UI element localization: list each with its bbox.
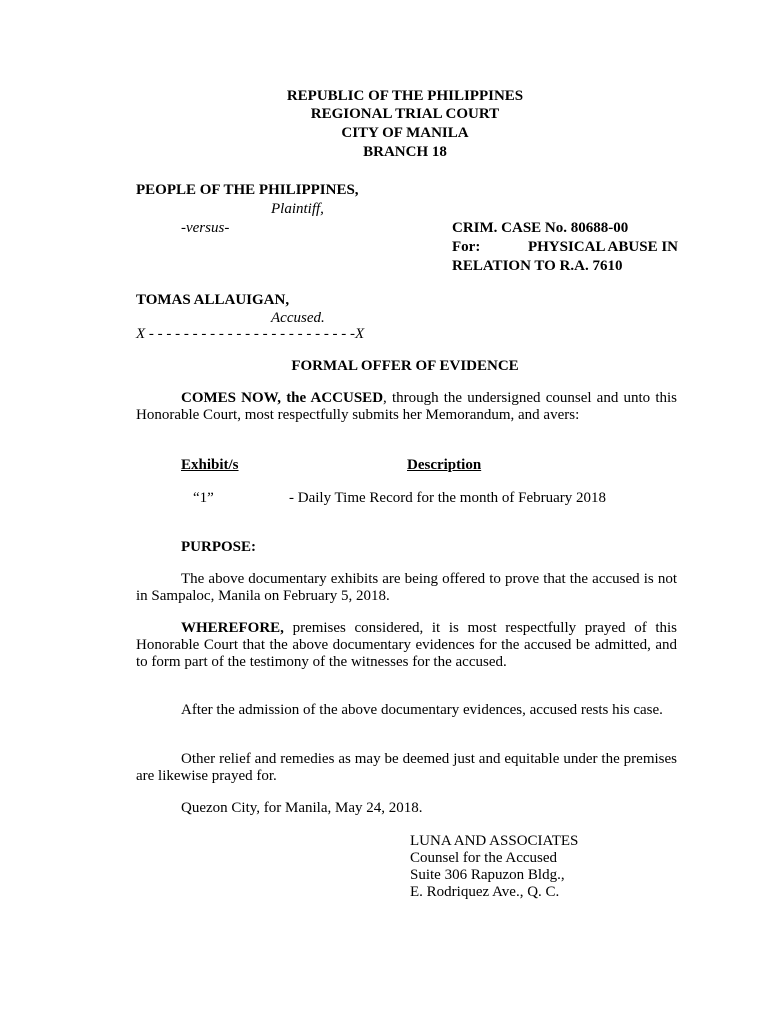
document-title: FORMAL OFFER OF EVIDENCE: [291, 358, 519, 374]
accused-name: TOMAS ALLAUIGAN,: [136, 292, 290, 308]
exhibit-column-header: Exhibit/s: [181, 457, 239, 473]
plaintiff-role: Plaintiff,: [271, 201, 324, 217]
intro-text: , through the undersigned counsel and unto this Honorable Court, most respectfully submits her Memorandum, and avers:: [136, 390, 677, 423]
signature-address-2: E. Rodriquez Ave., Q. C.: [410, 884, 560, 900]
exhibit-description: - Daily Time Record for the month of February 2018: [289, 490, 607, 506]
wherefore-lead: WHEREFORE,: [181, 620, 284, 636]
intro-paragraph: [136, 390, 677, 424]
exhibit-number: “1”: [193, 490, 214, 506]
header-branch: BRANCH 18: [363, 144, 447, 160]
wherefore-paragraph: [136, 620, 677, 671]
purpose-heading: PURPOSE:: [181, 539, 256, 555]
charge-line-2: RELATION TO R.A. 7610: [452, 258, 623, 274]
signature-address-1: Suite 306 Rapuzon Bldg.,: [410, 867, 565, 883]
header-republic: REPUBLIC OF THE PHILIPPINES: [286, 88, 524, 104]
place-date: Quezon City, for Manila, May 24, 2018.: [181, 800, 423, 816]
accused-role: Accused.: [271, 310, 325, 326]
case-number: CRIM. CASE No. 80688-00: [452, 220, 629, 236]
charge-text-1: PHYSICAL ABUSE IN: [527, 239, 678, 255]
intro-lead: COMES NOW, the ACCUSED: [181, 390, 384, 406]
plaintiff-name: PEOPLE OF THE PHILIPPINES,: [136, 182, 359, 198]
wherefore-text: premises considered, it is most respectfully prayed of this Honorable Court that the above documentary evidences for the accused be admitted, and to form part of the testimony of the witnesses for the accused.: [136, 620, 677, 670]
admission-paragraph: After the admission of the above documentary evidences, accused rests his case.: [181, 702, 663, 718]
header-city: CITY OF MANILA: [341, 125, 469, 141]
header-court: REGIONAL TRIAL COURT: [310, 106, 500, 122]
versus-label: -versus-: [181, 220, 230, 236]
signature-firm: LUNA AND ASSOCIATES: [410, 833, 579, 849]
charge-line-1: [452, 239, 678, 256]
for-label: For:: [452, 239, 481, 255]
relief-paragraph: Other relief and remedies as may be deemed just and equitable under the premises are likewise prayed for.: [136, 751, 677, 784]
purpose-paragraph: The above documentary exhibits are being offered to prove that the accused is not in Sampaloc, Manila on February 5, 2018.: [136, 571, 677, 604]
signature-role: Counsel for the Accused: [410, 850, 558, 866]
description-column-header: Description: [407, 457, 482, 473]
caption-separator: X - - - - - - - - - - - - - - - - - - - - - - - -X: [136, 326, 365, 342]
